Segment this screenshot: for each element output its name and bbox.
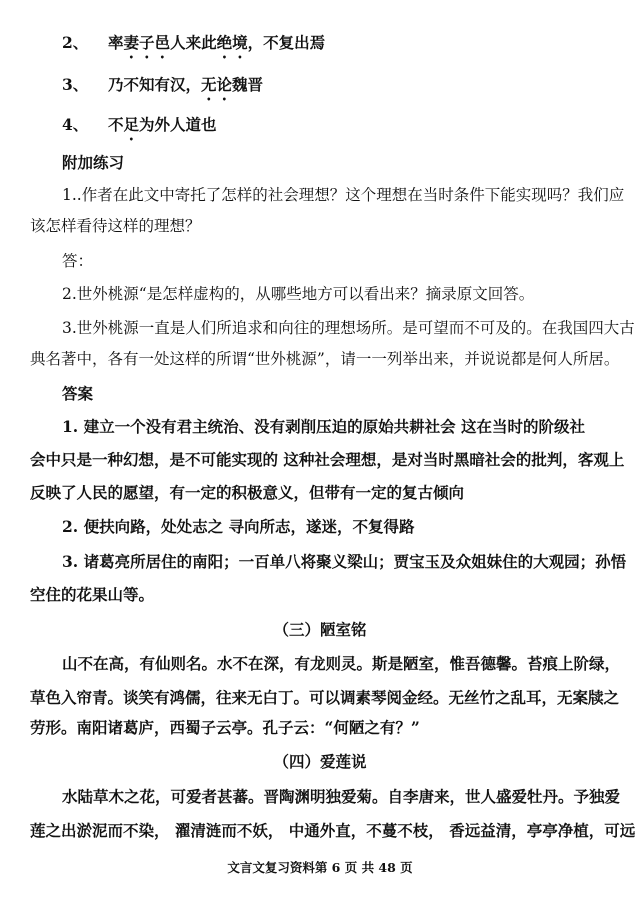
- note-4: 4、 不足为外人道也: [62, 115, 217, 134]
- section-4-title: （四）爱莲说: [273, 752, 367, 771]
- note-3: 3、 乃不知有汉，无论魏晋: [62, 75, 264, 94]
- section-3-line-1: 山不在高，有仙则名。水不在深，有龙则灵。斯是陋室，惟吾德馨。苔痕上阶绿，: [62, 654, 621, 673]
- question-1-line-2: 该怎样看待这样的理想？: [30, 217, 201, 235]
- note-2: 2、 率妻子邑人来此绝境，不复出焉: [62, 33, 326, 52]
- question-3-line-2: 典名著中，各有一处这样的所谓“世外桃源”，请一一列举出来，并说说都是何人所居。: [30, 350, 620, 368]
- answer-1-line-3: 反映了人民的愿望，有一定的积极意义，但带有一定的复古倾向: [30, 483, 465, 502]
- section-4-line-2: 莲之出淤泥而不染， 濯清涟而不妖， 中通外直，不蔓不枝， 香远益清，亭亭净植，可远: [30, 821, 636, 840]
- note-number: 2、: [62, 33, 89, 52]
- question-2: 2.世外桃源“是怎样虚构的，从哪些地方可以看出来？摘录原文回答。: [62, 285, 535, 303]
- page-footer: 文言文复习资料第 6 页 共 48 页: [227, 860, 413, 875]
- answers-heading: 答案: [62, 384, 94, 403]
- answer-3-line-1: 3. 诸葛亮所居住的南阳；一百单八将聚义梁山；贾宝玉及众姐妹住的大观园；孙悟: [62, 552, 627, 571]
- note-number: 4、: [62, 115, 89, 134]
- question-1-line-1: 1..作者在此文中寄托了怎样的社会理想？这个理想在当时条件下能实现吗？我们应: [62, 186, 625, 204]
- answer-3-line-2: 空住的花果山等。: [30, 585, 155, 604]
- answer-1-line-1: 1. 建立一个没有君主统治、没有剥削压迫的原始共耕社会 这在当时的阶级社: [62, 417, 585, 436]
- section-3-line-3: 劳形。南阳诸葛庐，西蜀子云亭。孔子云：“何陋之有？”: [30, 718, 420, 737]
- answer-1-line-2: 会中只是一种幻想，是不可能实现的 这种社会理想，是对当时黑暗社会的批判，客观上: [30, 450, 625, 469]
- section-3-title: （三）陋室铭: [273, 620, 367, 639]
- answer-2: 2. 便扶向路，处处志之 寻向所志，遂迷，不复得路: [62, 517, 415, 536]
- question-3-line-1: 3.世外桃源一直是人们所追求和向往的理想场所。是可望而不可及的。在我国四大古: [62, 319, 635, 337]
- answer-label: 答：: [62, 252, 94, 270]
- section-3-line-2: 草色入帘青。谈笑有鸿儒，往来无白丁。可以调素琴阅金经。无丝竹之乱耳，无案牍之: [30, 688, 620, 707]
- note-number: 3、: [62, 75, 89, 94]
- section-4-line-1: 水陆草木之花，可爱者甚蕃。晋陶渊明独爱菊。自李唐来，世人盛爱牡丹。予独爱: [62, 787, 621, 806]
- extra-heading: 附加练习: [62, 153, 125, 172]
